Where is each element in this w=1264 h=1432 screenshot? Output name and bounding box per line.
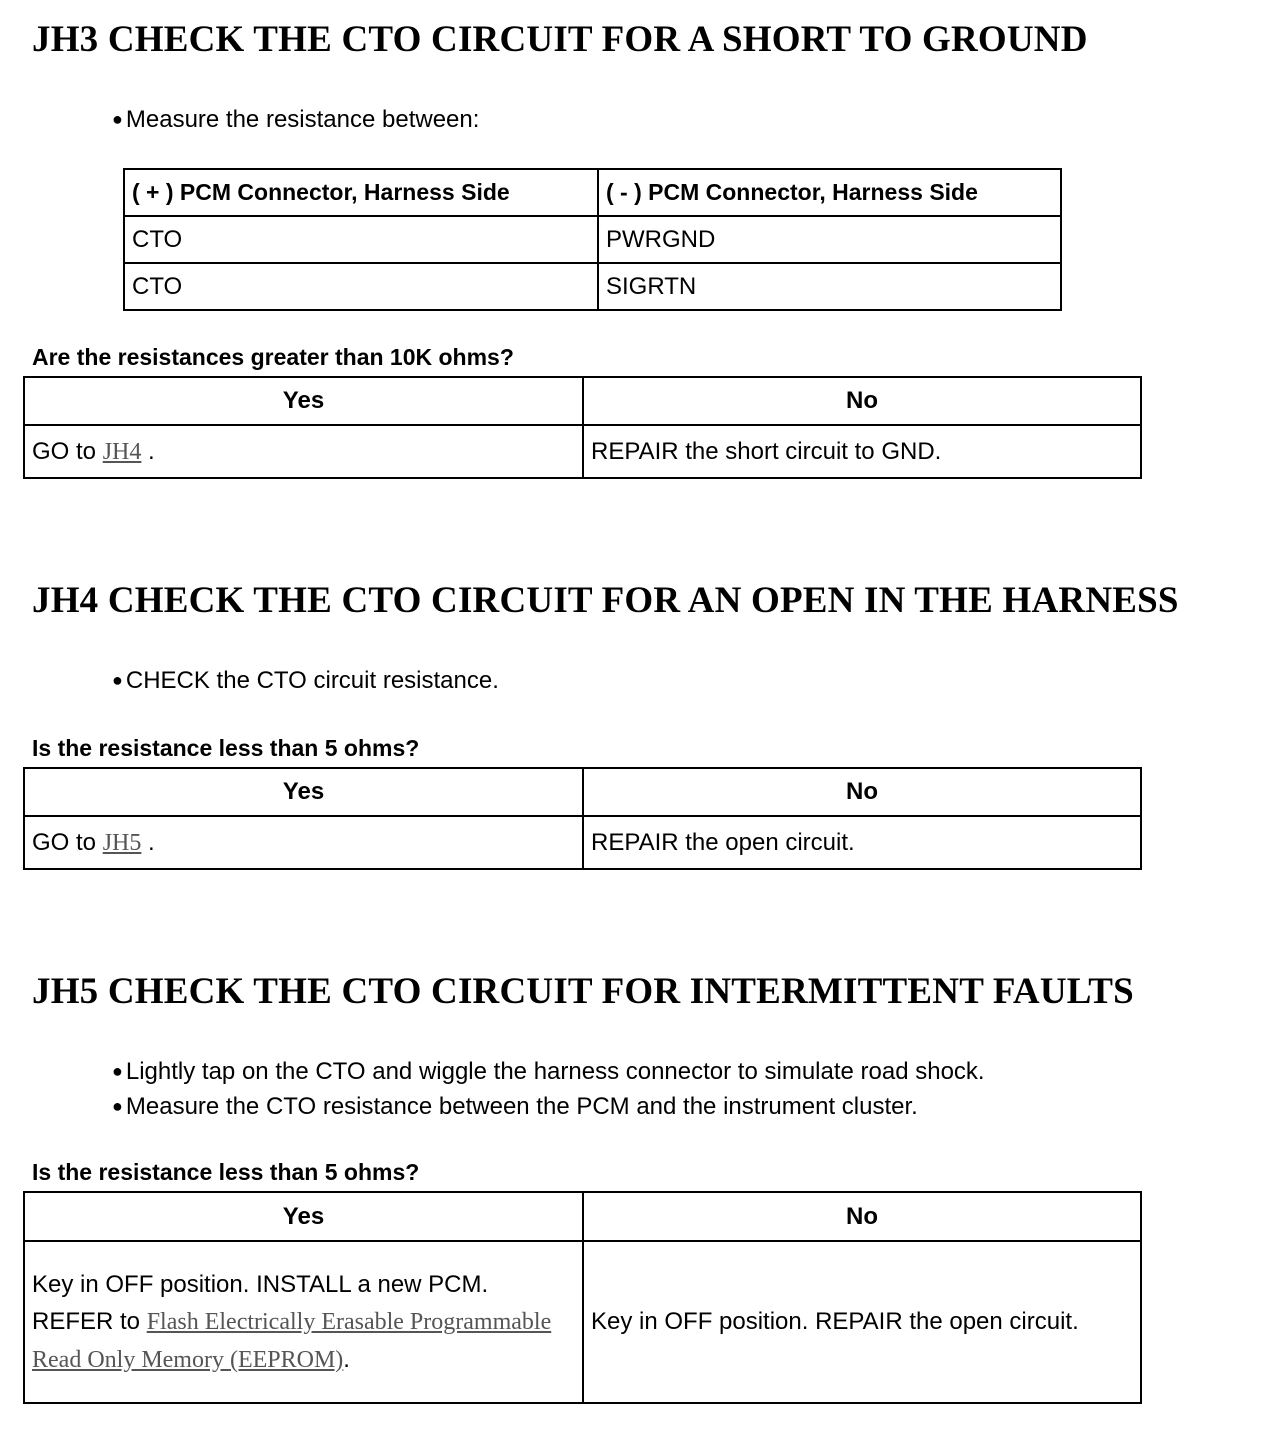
- yes-cell: GO to JH4 .: [24, 425, 583, 478]
- link-eeprom[interactable]: Flash Electrically Erasable Programmable Read Only Memory (EEPROM): [32, 1308, 552, 1373]
- jh3-question: Are the resistances greater than 10K ohms?: [32, 344, 514, 370]
- jh4-answer-table: [23, 767, 1142, 870]
- table-row: [24, 816, 1141, 869]
- jh3-bullet-list: [112, 102, 479, 137]
- bullet-icon: ●: [112, 1061, 123, 1081]
- no-header: No: [583, 768, 1141, 816]
- jh5-bullet-list: [112, 1054, 985, 1124]
- table-row: [124, 216, 1061, 263]
- table-header-row: [24, 377, 1141, 425]
- jh4-question: Is the resistance less than 5 ohms?: [32, 735, 420, 761]
- column-header: ( + ) PCM Connector, Harness Side: [124, 169, 598, 216]
- jh4-heading: JH4 CHECK THE CTO CIRCUIT FOR AN OPEN IN THE HARNESS: [32, 580, 1179, 621]
- table-row: [124, 263, 1061, 310]
- table-cell: CTO: [124, 263, 598, 310]
- bullet-icon: ●: [112, 1096, 123, 1116]
- connector-table: [123, 168, 1062, 311]
- yes-header: Yes: [24, 768, 583, 816]
- jh3-heading: JH3 CHECK THE CTO CIRCUIT FOR A SHORT TO GROUND: [32, 19, 1088, 60]
- yes-header: Yes: [24, 377, 583, 425]
- yes-cell: GO to JH5 .: [24, 816, 583, 869]
- list-item: ● Measure the resistance between:: [112, 106, 480, 133]
- no-header: No: [583, 377, 1141, 425]
- table-header-row: [24, 768, 1141, 816]
- list-item: ● Lightly tap on the CTO and wiggle the harness connector to simulate road shock.: [112, 1058, 985, 1085]
- bullet-icon: ●: [112, 109, 123, 129]
- jh5-heading: JH5 CHECK THE CTO CIRCUIT FOR INTERMITTENT FAULTS: [32, 971, 1134, 1012]
- yes-cell: Key in OFF position. INSTALL a new PCM. REFER to Flash Electrically Erasable Programmable Read Only Memory (EEPROM).: [24, 1241, 583, 1403]
- link-jh4[interactable]: JH4: [102, 438, 142, 465]
- table-header-row: [24, 1192, 1141, 1241]
- no-cell: REPAIR the short circuit to GND.: [583, 425, 1141, 478]
- link-jh5[interactable]: JH5: [102, 829, 142, 856]
- table-row: [24, 1241, 1141, 1403]
- table-cell: SIGRTN: [598, 263, 1061, 310]
- jh3-answer-table: [23, 376, 1142, 479]
- jh5-answer-table: [23, 1191, 1142, 1404]
- yes-header: Yes: [24, 1192, 583, 1241]
- list-item: ● Measure the CTO resistance between the PCM and the instrument cluster.: [112, 1093, 918, 1120]
- table-cell: PWRGND: [598, 216, 1061, 263]
- bullet-icon: ●: [112, 670, 123, 690]
- jh5-question: Is the resistance less than 5 ohms?: [32, 1159, 420, 1185]
- no-cell: Key in OFF position. REPAIR the open circuit.: [583, 1241, 1141, 1403]
- no-cell: REPAIR the open circuit.: [583, 816, 1141, 869]
- jh4-bullet-list: [112, 663, 499, 698]
- column-header: ( - ) PCM Connector, Harness Side: [598, 169, 1061, 216]
- table-cell: CTO: [124, 216, 598, 263]
- no-header: No: [583, 1192, 1141, 1241]
- table-header-row: [124, 169, 1061, 216]
- list-item: ● CHECK the CTO circuit resistance.: [112, 667, 499, 694]
- table-row: [24, 425, 1141, 478]
